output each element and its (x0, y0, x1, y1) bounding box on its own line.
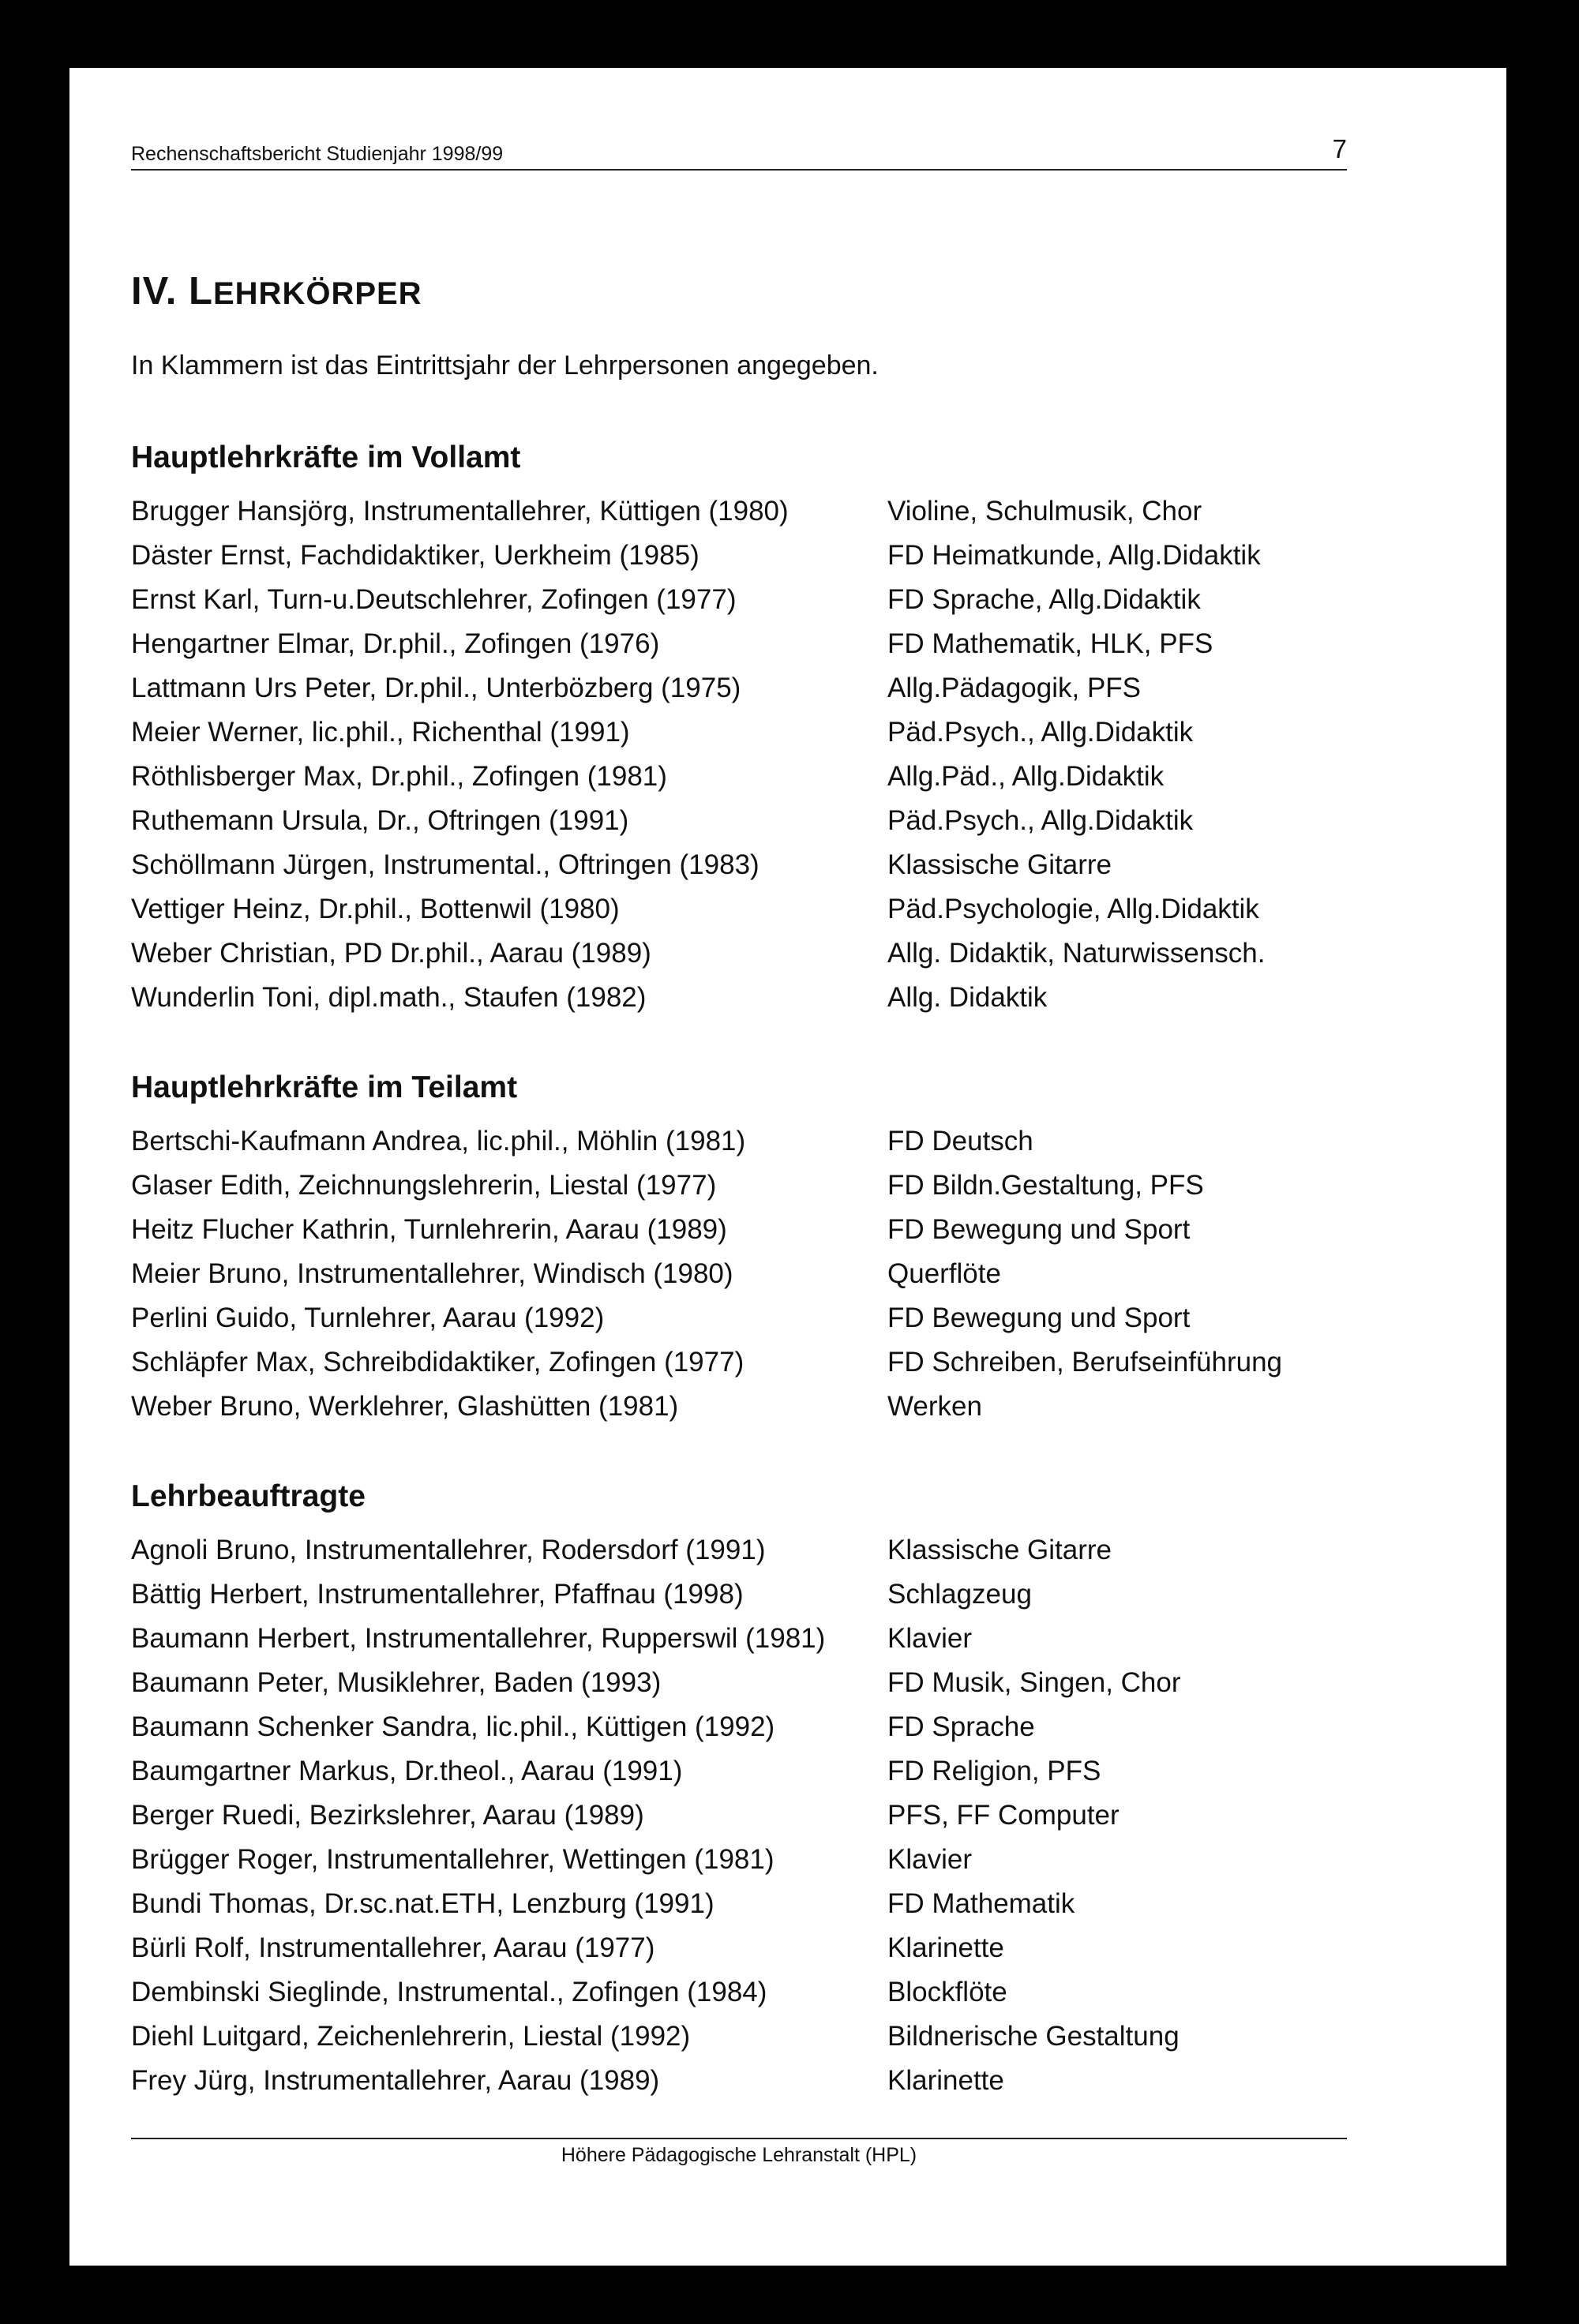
staff-name: Ruthemann Ursula, Dr., Oftringen (1991) (131, 805, 629, 836)
staff-name: Berger Ruedi, Bezirkslehrer, Aarau (1989) (131, 1800, 644, 1831)
section-heading: Hauptlehrkräfte im Teilamt (131, 1070, 518, 1104)
staff-name: Meier Bruno, Instrumentallehrer, Windisch (1980) (131, 1258, 733, 1289)
list-item (131, 1572, 1363, 1617)
staff-name: Baumann Schenker Sandra, lic.phil., Küttigen (1992) (131, 1711, 775, 1742)
staff-subject: Päd.Psych., Allg.Didaktik (887, 717, 1194, 748)
staff-name: Bürli Rolf, Instrumentallehrer, Aarau (1977) (131, 1932, 655, 1963)
staff-subject: Querflöte (887, 1258, 1001, 1289)
staff-subject: FD Mathematik, HLK, PFS (887, 628, 1213, 659)
staff-name: Perlini Guido, Turnlehrer, Aarau (1992) (131, 1303, 605, 1333)
list-item (131, 799, 1363, 843)
list-item (131, 1661, 1363, 1705)
staff-name: Weber Bruno, Werklehrer, Glashütten (1981) (131, 1391, 679, 1422)
chapter-name-initial: L (189, 270, 213, 313)
staff-subject: FD Schreiben, Berufseinführung (887, 1347, 1282, 1378)
list-item (131, 1970, 1363, 2015)
list-item (131, 489, 1363, 534)
staff-subject: FD Religion, PFS (887, 1756, 1101, 1786)
staff-subject: Bildnerische Gestaltung (887, 2021, 1180, 2052)
staff-name: Bättig Herbert, Instrumentallehrer, Pfaffnau (1998) (131, 1579, 744, 1610)
list-item (131, 1340, 1363, 1385)
staff-name: Weber Christian, PD Dr.phil., Aarau (1989) (131, 938, 651, 969)
list-item (131, 1296, 1363, 1340)
staff-subject: Klassische Gitarre (887, 849, 1112, 880)
staff-subject: Klassische Gitarre (887, 1535, 1112, 1565)
staff-name: Dembinski Sieglinde, Instrumental., Zofingen (1984) (131, 1977, 767, 2007)
list-item (131, 1926, 1363, 1970)
staff-name: Ernst Karl, Turn-u.Deutschlehrer, Zofingen (1977) (131, 584, 737, 615)
staff-subject: FD Heimatkunde, Allg.Didaktik (887, 540, 1261, 571)
staff-subject: FD Sprache (887, 1711, 1035, 1742)
list-item (131, 976, 1363, 1020)
staff-name: Bundi Thomas, Dr.sc.nat.ETH, Lenzburg (1991) (131, 1888, 714, 1919)
staff-name: Heitz Flucher Kathrin, Turnlehrerin, Aarau (1989) (131, 1214, 727, 1245)
staff-name: Röthlisberger Max, Dr.phil., Zofingen (1981) (131, 761, 667, 792)
list-item (131, 666, 1363, 710)
list-item (131, 1252, 1363, 1296)
staff-subject: Päd.Psychologie, Allg.Didaktik (887, 894, 1259, 924)
staff-subject: FD Bewegung und Sport (887, 1214, 1191, 1245)
list-item (131, 2059, 1363, 2103)
staff-subject: Violine, Schulmusik, Chor (887, 496, 1202, 527)
intro-text: In Klammern ist das Eintrittsjahr der Lehrpersonen angegeben. (131, 350, 879, 380)
staff-name: Brügger Roger, Instrumentallehrer, Wettingen (1981) (131, 1844, 774, 1875)
list-item (131, 1385, 1363, 1429)
section-heading: Lehrbeauftragte (131, 1479, 366, 1513)
list-item (131, 1208, 1363, 1252)
list-item (131, 1838, 1363, 1882)
staff-subject: FD Mathematik (887, 1888, 1075, 1919)
chapter-name-rest: EHRKÖRPER (212, 276, 422, 311)
chapter-number: IV. (131, 270, 178, 313)
staff-name: Däster Ernst, Fachdidaktiker, Uerkheim (1985) (131, 540, 699, 571)
page-header (131, 131, 1347, 171)
list-item (131, 887, 1363, 931)
section-teilamt (131, 1069, 1363, 1429)
list-item (131, 1164, 1363, 1208)
staff-subject: Allg.Pädagogik, PFS (887, 673, 1142, 703)
staff-name: Diehl Luitgard, Zeichenlehrerin, Liestal (1992) (131, 2021, 691, 2052)
list-item (131, 1617, 1363, 1661)
page-footer: Höhere Pädagogische Lehranstalt (HPL) (131, 2138, 1347, 2167)
page-number: 7 (1332, 134, 1347, 163)
chapter-title (131, 269, 422, 313)
staff-subject: Klarinette (887, 2065, 1004, 2096)
staff-subject: Blockflöte (887, 1977, 1007, 2007)
list-item (131, 1528, 1363, 1572)
staff-name: Lattmann Urs Peter, Dr.phil., Unterbözberg (1975) (131, 673, 741, 703)
staff-subject: FD Bewegung und Sport (887, 1303, 1191, 1333)
staff-name: Brugger Hansjörg, Instrumentallehrer, Küttigen (1980) (131, 496, 789, 527)
staff-subject: Klarinette (887, 1932, 1004, 1963)
staff-name: Frey Jürg, Instrumentallehrer, Aarau (1989) (131, 2065, 660, 2096)
staff-name: Schläpfer Max, Schreibdidaktiker, Zofingen (1977) (131, 1347, 744, 1378)
staff-list (131, 489, 1363, 1020)
staff-name: Meier Werner, lic.phil., Richenthal (1991) (131, 717, 630, 748)
list-item (131, 1119, 1363, 1164)
staff-subject: FD Sprache, Allg.Didaktik (887, 584, 1201, 615)
staff-subject: FD Musik, Singen, Chor (887, 1667, 1181, 1698)
staff-subject: Allg.Päd., Allg.Didaktik (887, 761, 1165, 792)
staff-subject: Schlagzeug (887, 1579, 1032, 1610)
staff-name: Baumann Herbert, Instrumentallehrer, Rupperswil (1981) (131, 1623, 826, 1654)
staff-name: Schöllmann Jürgen, Instrumental., Oftringen (1983) (131, 849, 759, 880)
staff-subject: Allg. Didaktik, Naturwissensch. (887, 938, 1266, 969)
staff-subject: FD Bildn.Gestaltung, PFS (887, 1170, 1204, 1201)
list-item (131, 534, 1363, 578)
list-item (131, 2015, 1363, 2059)
staff-name: Vettiger Heinz, Dr.phil., Bottenwil (1980) (131, 894, 620, 924)
staff-subject: Werken (887, 1391, 982, 1422)
list-item (131, 1705, 1363, 1749)
list-item (131, 622, 1363, 666)
staff-subject: Allg. Didaktik (887, 982, 1048, 1013)
list-item (131, 931, 1363, 976)
staff-subject: Klavier (887, 1623, 972, 1654)
staff-name: Glaser Edith, Zeichnungslehrerin, Liestal (1977) (131, 1170, 717, 1201)
list-item (131, 755, 1363, 799)
list-item (131, 578, 1363, 622)
staff-subject: FD Deutsch (887, 1126, 1033, 1156)
staff-subject: PFS, FF Computer (887, 1800, 1120, 1831)
staff-list (131, 1119, 1363, 1429)
staff-name: Hengartner Elmar, Dr.phil., Zofingen (1976) (131, 628, 660, 659)
staff-subject: Päd.Psych., Allg.Didaktik (887, 805, 1194, 836)
list-item (131, 1882, 1363, 1926)
running-title: Rechenschaftsbericht Studienjahr 1998/99 (131, 143, 504, 165)
document-page (69, 68, 1506, 2266)
list-item (131, 843, 1363, 887)
staff-name: Wunderlin Toni, dipl.math., Staufen (1982) (131, 982, 647, 1013)
staff-name: Baumgartner Markus, Dr.theol., Aarau (1991) (131, 1756, 683, 1786)
staff-subject: Klavier (887, 1844, 972, 1875)
section-heading: Hauptlehrkräfte im Vollamt (131, 440, 521, 474)
list-item (131, 1749, 1363, 1794)
staff-list (131, 1528, 1363, 2103)
staff-name: Agnoli Bruno, Instrumentallehrer, Rodersdorf (1991) (131, 1535, 766, 1565)
list-item (131, 710, 1363, 755)
section-lehrbeauftragte (131, 1478, 1363, 2103)
section-vollamt (131, 439, 1363, 1020)
list-item (131, 1794, 1363, 1838)
staff-name: Baumann Peter, Musiklehrer, Baden (1993) (131, 1667, 662, 1698)
staff-name: Bertschi-Kaufmann Andrea, lic.phil., Möhlin (1981) (131, 1126, 746, 1156)
